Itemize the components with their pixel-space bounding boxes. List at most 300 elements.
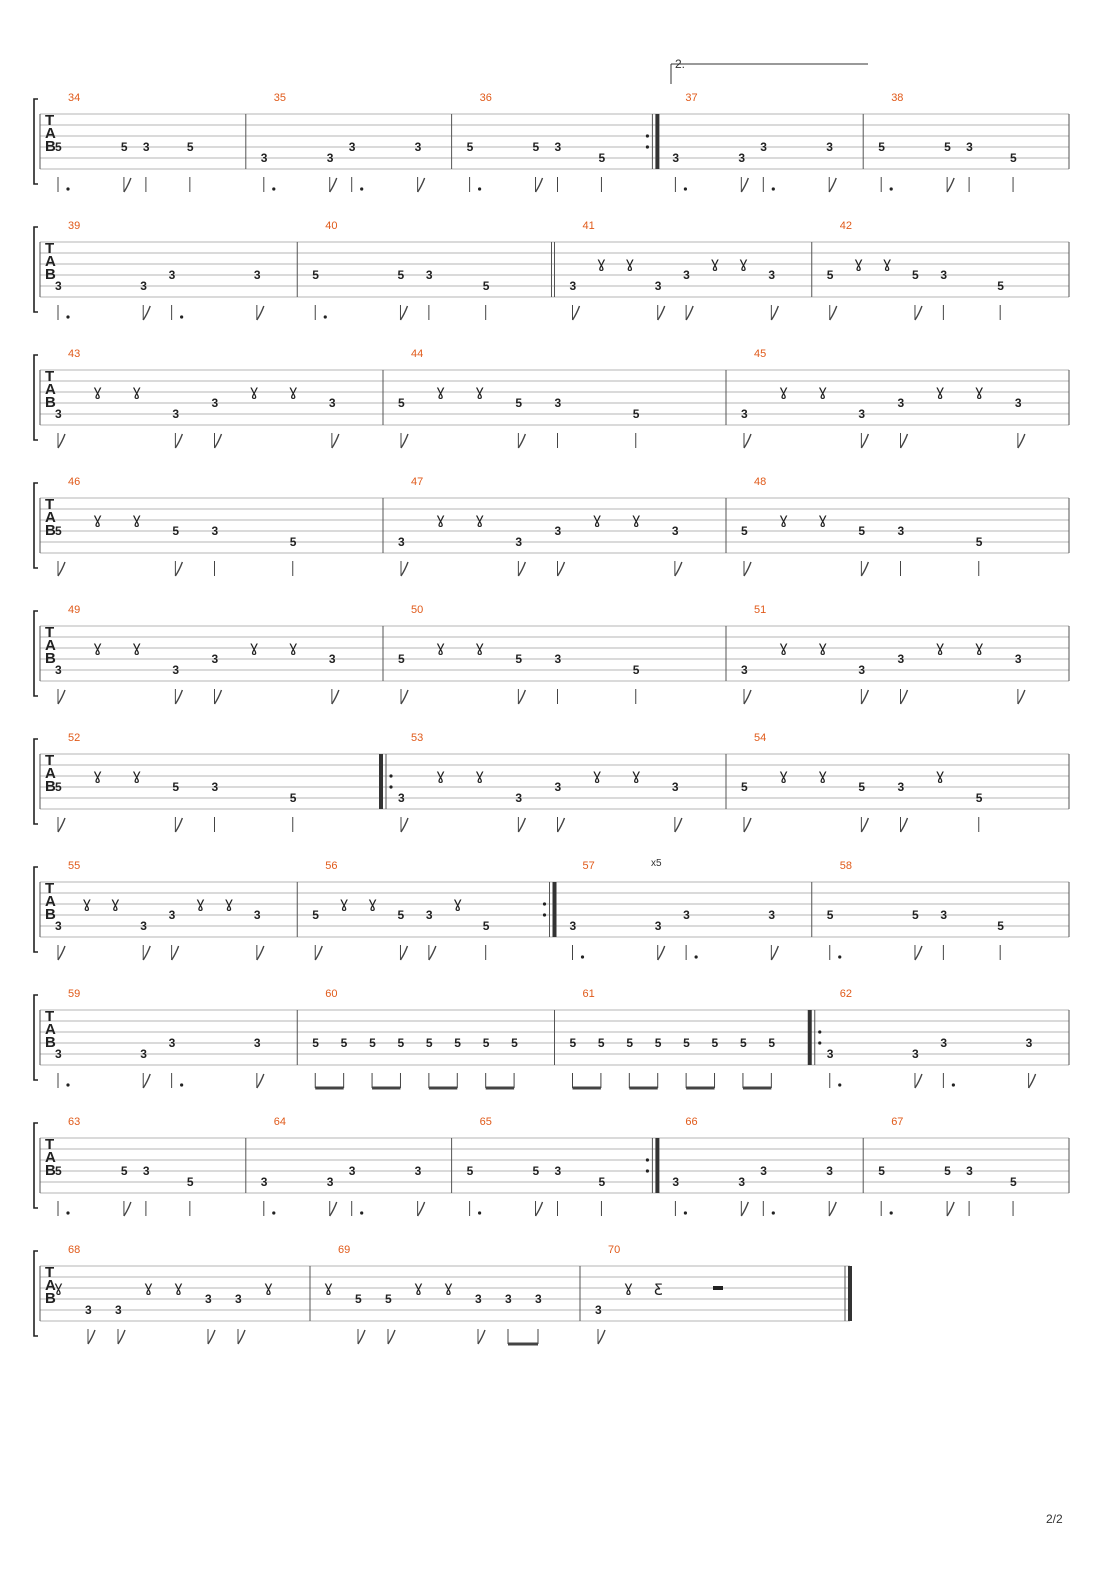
fret-number: 3 xyxy=(672,151,680,165)
fret-number: 3 xyxy=(398,791,405,805)
eighth-flag xyxy=(658,946,665,960)
eighth-flag xyxy=(388,1330,395,1344)
measure-number: 56 xyxy=(325,860,338,872)
eighth-flag xyxy=(518,562,525,576)
measure-number: 53 xyxy=(411,732,424,744)
eighth-flag xyxy=(771,946,778,960)
dot xyxy=(478,187,481,190)
eighth-rest: ɣ xyxy=(882,254,892,272)
fret-number: 5 xyxy=(944,1164,951,1178)
eighth-flag xyxy=(332,690,339,704)
eighth-flag xyxy=(175,818,182,832)
eighth-flag xyxy=(598,1330,605,1344)
system-bracket xyxy=(34,739,38,824)
eighth-flag xyxy=(861,690,868,704)
dot xyxy=(66,1211,69,1214)
eighth-flag xyxy=(143,946,150,960)
eighth-flag xyxy=(518,690,525,704)
repeat-count-label: x5 xyxy=(651,858,662,869)
measure-number: 40 xyxy=(325,220,338,232)
fret-number: 3 xyxy=(211,652,219,666)
eighth-rest: ɣ xyxy=(444,1278,453,1296)
fret-number: 3 xyxy=(260,1175,268,1189)
measure-number: 59 xyxy=(68,988,81,1000)
volta-label: 2. xyxy=(675,57,686,71)
eighth-rest: ɣ xyxy=(132,510,142,528)
staff-system xyxy=(34,604,1069,704)
eighth-flag xyxy=(143,1074,150,1088)
fret-number: 5 xyxy=(878,1164,885,1178)
eighth-rest: ɣ xyxy=(288,382,298,400)
fret-number: 3 xyxy=(897,396,905,410)
fret-number: 3 xyxy=(654,919,662,933)
fret-number: 5 xyxy=(466,140,474,154)
fret-number: 3 xyxy=(966,140,973,154)
eighth-rest: ɣ xyxy=(453,894,463,912)
dot xyxy=(890,1211,893,1214)
fret-number: 3 xyxy=(654,279,662,293)
fret-number: 5 xyxy=(598,151,606,165)
eighth-flag xyxy=(172,946,179,960)
eighth-flag xyxy=(429,946,436,960)
eighth-flag xyxy=(675,562,682,576)
eighth-rest: ɣ xyxy=(818,510,828,528)
fret-number: 3 xyxy=(1014,652,1022,666)
eighth-rest: ɣ xyxy=(779,382,789,400)
tab-clef-letter: T xyxy=(45,1264,55,1281)
eighth-flag xyxy=(915,946,922,960)
fret-number: 3 xyxy=(326,1175,334,1189)
fret-number: 3 xyxy=(966,1164,973,1178)
eighth-rest: ɣ xyxy=(779,510,789,528)
fret-number: 3 xyxy=(569,919,577,933)
repeat-dot xyxy=(646,145,649,148)
fret-number: 5 xyxy=(515,396,523,410)
fret-number: 5 xyxy=(569,1036,577,1050)
fret-number: 3 xyxy=(414,140,422,154)
eighth-rest: ɣ xyxy=(818,766,828,784)
fret-number: 5 xyxy=(289,535,297,549)
fret-number: 3 xyxy=(897,524,905,538)
fret-number: 5 xyxy=(826,268,834,282)
eighth-rest: ɣ xyxy=(436,382,446,400)
tab-clef-letter: B xyxy=(45,1290,56,1307)
fret-number: 3 xyxy=(535,1292,542,1306)
eighth-flag xyxy=(744,690,751,704)
eighth-rest: ɣ xyxy=(475,638,485,656)
fret-number: 5 xyxy=(597,1036,605,1050)
eighth-flag xyxy=(401,434,408,448)
fret-number: 5 xyxy=(55,780,62,794)
measure-number: 65 xyxy=(479,1116,492,1128)
eighth-flag xyxy=(58,434,65,448)
fret-number: 3 xyxy=(826,1164,833,1178)
eighth-flag xyxy=(175,690,182,704)
fret-number: 5 xyxy=(741,780,748,794)
fret-number: 5 xyxy=(55,1164,62,1178)
fret-number: 5 xyxy=(425,1036,433,1050)
eighth-rest: ɣ xyxy=(475,382,485,400)
fret-number: 3 xyxy=(554,396,562,410)
tab-clef-letter: A xyxy=(45,509,56,526)
fret-number: 3 xyxy=(826,140,833,154)
measure-number: 36 xyxy=(479,92,492,104)
fret-number: 3 xyxy=(768,908,776,922)
fret-number: 5 xyxy=(632,407,640,421)
tab-clef-letter: A xyxy=(45,1021,56,1038)
eighth-rest: ɣ xyxy=(710,254,720,272)
fret-number: 3 xyxy=(911,1047,919,1061)
eighth-rest: ɣ xyxy=(132,638,142,656)
repeat-dot xyxy=(646,1169,649,1172)
eighth-rest: ɣ xyxy=(82,894,92,912)
eighth-flag xyxy=(215,434,222,448)
eighth-flag xyxy=(558,562,565,576)
dot xyxy=(66,315,69,318)
fret-number: 5 xyxy=(355,1292,362,1306)
fret-number: 3 xyxy=(683,268,690,282)
fret-number: 5 xyxy=(482,1036,490,1050)
repeat-dot xyxy=(646,1158,649,1161)
dot xyxy=(772,187,775,190)
staff-system xyxy=(34,476,1069,576)
eighth-flag xyxy=(901,434,908,448)
eighth-rest: ɣ xyxy=(974,382,984,400)
eighth-flag xyxy=(744,434,751,448)
fret-number: 3 xyxy=(940,1036,948,1050)
eighth-flag xyxy=(518,434,525,448)
fret-number: 5 xyxy=(172,524,180,538)
eighth-flag xyxy=(901,818,908,832)
fret-number: 3 xyxy=(858,407,866,421)
system-bracket xyxy=(34,1251,38,1336)
eighth-flag xyxy=(315,946,322,960)
tab-clef-letter: T xyxy=(45,1008,55,1025)
measure-number: 50 xyxy=(411,604,424,616)
fret-number: 5 xyxy=(826,908,834,922)
fret-number: 3 xyxy=(515,535,523,549)
eighth-rest: ɣ xyxy=(93,382,103,400)
fret-number: 3 xyxy=(115,1303,122,1317)
dot xyxy=(838,1083,841,1086)
eighth-flag xyxy=(861,562,868,576)
fret-number: 3 xyxy=(425,268,433,282)
fret-number: 5 xyxy=(466,1164,474,1178)
tab-clef-letter: B xyxy=(45,906,56,923)
eighth-rest: ɣ xyxy=(974,638,984,656)
fret-number: 3 xyxy=(515,791,523,805)
eighth-flag xyxy=(947,1202,954,1216)
fret-number: 5 xyxy=(172,780,180,794)
eighth-flag xyxy=(400,946,407,960)
fret-number: 5 xyxy=(911,268,919,282)
tab-clef-letter: B xyxy=(45,1034,56,1051)
dot xyxy=(272,1211,275,1214)
eighth-rest: ɣ xyxy=(935,766,945,784)
fret-number: 3 xyxy=(425,908,433,922)
eighth-rest: ɣ xyxy=(475,766,485,784)
tab-clef-letter: T xyxy=(45,752,55,769)
fret-number: 5 xyxy=(312,908,319,922)
dot xyxy=(478,1211,481,1214)
staff-system xyxy=(34,1244,850,1344)
tab-clef-letter: B xyxy=(45,266,56,283)
fret-number: 5 xyxy=(397,268,405,282)
fret-number: 3 xyxy=(168,908,176,922)
volta-bracket xyxy=(671,57,868,84)
repeat-dot xyxy=(646,134,649,137)
fret-number: 5 xyxy=(120,140,128,154)
fret-number: 5 xyxy=(598,1175,606,1189)
eighth-rest: ɣ xyxy=(596,254,606,272)
fret-number: 3 xyxy=(768,268,776,282)
measure-number: 45 xyxy=(754,348,767,360)
system-bracket xyxy=(34,611,38,696)
dot xyxy=(360,1211,363,1214)
eighth-flag xyxy=(915,1074,922,1088)
fret-number: 3 xyxy=(55,279,62,293)
eighth-rest: ɣ xyxy=(339,894,349,912)
eighth-flag xyxy=(143,306,150,320)
fret-number: 3 xyxy=(140,279,147,293)
eighth-flag xyxy=(536,178,543,192)
eighth-flag xyxy=(829,1202,836,1216)
fret-number: 3 xyxy=(140,919,147,933)
dot xyxy=(890,187,893,190)
eighth-flag xyxy=(744,818,751,832)
eighth-rest: ɣ xyxy=(818,638,828,656)
fret-number: 3 xyxy=(55,919,62,933)
staff-system xyxy=(34,92,1069,192)
fret-number: 3 xyxy=(211,524,219,538)
staff-system xyxy=(34,220,1069,320)
staff-system xyxy=(34,988,1069,1088)
eighth-flag xyxy=(947,178,954,192)
fret-number: 3 xyxy=(253,268,261,282)
tab-clef-letter: A xyxy=(45,637,56,654)
tab-clef-letter: A xyxy=(45,1277,56,1294)
fret-number: 3 xyxy=(826,1047,834,1061)
eighth-rest: ɣ xyxy=(132,766,142,784)
measure-number: 37 xyxy=(685,92,698,104)
fret-number: 3 xyxy=(414,1164,422,1178)
measure-number: 46 xyxy=(68,476,81,488)
eighth-flag xyxy=(58,946,65,960)
fret-number: 3 xyxy=(142,1164,150,1178)
fret-number: 3 xyxy=(683,908,690,922)
tab-clef-letter: A xyxy=(45,253,56,270)
eighth-rest: ɣ xyxy=(779,766,789,784)
eighth-flag xyxy=(58,690,65,704)
fret-number: 3 xyxy=(554,652,562,666)
fret-number: 3 xyxy=(168,1036,176,1050)
tab-clef-letter: T xyxy=(45,240,55,257)
eighth-flag xyxy=(861,818,868,832)
fret-number: 3 xyxy=(142,140,150,154)
system-bracket xyxy=(34,867,38,952)
eighth-rest: ɣ xyxy=(475,510,485,528)
eighth-flag xyxy=(175,434,182,448)
fret-number: 5 xyxy=(944,140,951,154)
repeat-dot xyxy=(818,1030,821,1033)
tab-clef-letter: T xyxy=(45,624,55,641)
eighth-flag xyxy=(1018,434,1025,448)
eighth-rest: ɣ xyxy=(288,638,298,656)
eighth-flag xyxy=(536,1202,543,1216)
eighth-flag xyxy=(1018,690,1025,704)
fret-number: 3 xyxy=(554,524,562,538)
fret-number: 3 xyxy=(897,780,905,794)
eighth-flag xyxy=(332,434,339,448)
quarter-rest: ƹ xyxy=(654,1278,663,1296)
eighth-flag xyxy=(175,562,182,576)
measure-number: 61 xyxy=(582,988,595,1000)
fret-number: 3 xyxy=(940,268,948,282)
measure-number: 47 xyxy=(411,476,424,488)
tab-clef-letter: B xyxy=(45,394,56,411)
dot xyxy=(581,955,584,958)
measure-number: 57 xyxy=(582,860,595,872)
eighth-flag xyxy=(257,1074,264,1088)
measure-number: 52 xyxy=(68,732,81,744)
eighth-flag xyxy=(686,306,693,320)
repeat-dot xyxy=(389,785,392,788)
eighth-rest: ɣ xyxy=(625,254,635,272)
fret-number: 3 xyxy=(328,396,336,410)
measure-number: 42 xyxy=(839,220,852,232)
dot xyxy=(66,1083,69,1086)
fret-number: 5 xyxy=(741,524,748,538)
eighth-rest: ɣ xyxy=(174,1278,183,1296)
tab-clef-letter: A xyxy=(45,765,56,782)
tab-clef-letter: A xyxy=(45,381,56,398)
dot xyxy=(684,187,687,190)
fret-number: 5 xyxy=(397,908,405,922)
fret-number: 5 xyxy=(739,1036,747,1050)
fret-number: 3 xyxy=(741,663,748,677)
system-bracket xyxy=(34,483,38,568)
eighth-flag xyxy=(518,818,525,832)
measure-number: 55 xyxy=(68,860,81,872)
eighth-flag xyxy=(675,818,682,832)
measure-number: 34 xyxy=(68,92,81,104)
eighth-flag xyxy=(257,946,264,960)
measure-number: 35 xyxy=(273,92,287,104)
eighth-flag xyxy=(741,1202,748,1216)
measure-number: 43 xyxy=(68,348,81,360)
eighth-rest: ɣ xyxy=(738,254,748,272)
eighth-rest: ɣ xyxy=(132,382,142,400)
fret-number: 5 xyxy=(878,140,885,154)
measure-number: 48 xyxy=(754,476,767,488)
eighth-flag xyxy=(658,306,665,320)
tab-clef-letter: A xyxy=(45,893,56,910)
eighth-rest: ɣ xyxy=(935,638,945,656)
fret-number: 5 xyxy=(385,1292,392,1306)
eighth-flag xyxy=(915,306,922,320)
fret-number: 5 xyxy=(1010,1175,1017,1189)
eighth-flag xyxy=(358,1330,365,1344)
eighth-flag xyxy=(861,434,868,448)
staff-system xyxy=(34,732,1069,832)
system-bracket xyxy=(34,995,38,1080)
fret-number: 5 xyxy=(532,1164,540,1178)
eighth-flag xyxy=(1029,1074,1036,1088)
fret-number: 3 xyxy=(738,1175,746,1189)
tab-clef-letter: B xyxy=(45,522,56,539)
fret-number: 5 xyxy=(975,535,983,549)
eighth-flag xyxy=(330,178,337,192)
eighth-rest: ɣ xyxy=(935,382,945,400)
eighth-rest: ɣ xyxy=(368,894,377,912)
eighth-flag xyxy=(771,306,778,320)
eighth-flag xyxy=(88,1330,95,1344)
measure-number: 58 xyxy=(839,860,852,872)
eighth-flag xyxy=(208,1330,215,1344)
tab-clef-letter: T xyxy=(45,880,55,897)
eighth-flag xyxy=(418,1202,425,1216)
eighth-flag xyxy=(400,306,407,320)
measure-number: 67 xyxy=(891,1116,904,1128)
fret-number: 3 xyxy=(348,1164,356,1178)
dot xyxy=(684,1211,687,1214)
tab-clef-letter: T xyxy=(45,112,55,129)
fret-number: 3 xyxy=(554,140,562,154)
tab-clef-letter: B xyxy=(45,778,56,795)
eighth-flag xyxy=(401,818,408,832)
eighth-rest: ɣ xyxy=(144,1278,153,1296)
fret-number: 3 xyxy=(738,151,746,165)
eighth-rest: ɣ xyxy=(54,1278,63,1296)
measure-number: 38 xyxy=(891,92,904,104)
measure-number: 41 xyxy=(582,220,595,232)
staff-system xyxy=(34,860,1069,960)
eighth-flag xyxy=(558,818,565,832)
tab-clef-letter: T xyxy=(45,496,55,513)
fret-number: 5 xyxy=(454,1036,461,1050)
eighth-flag xyxy=(901,690,908,704)
eighth-flag xyxy=(830,306,837,320)
fret-number: 3 xyxy=(505,1292,512,1306)
fret-number: 3 xyxy=(172,663,180,677)
fret-number: 3 xyxy=(211,780,219,794)
fret-number: 5 xyxy=(398,652,405,666)
fret-number: 3 xyxy=(760,1164,767,1178)
eighth-rest: ɣ xyxy=(224,894,234,912)
dot xyxy=(180,1083,183,1086)
eighth-rest: ɣ xyxy=(110,894,120,912)
measure-number: 54 xyxy=(754,732,767,744)
repeat-dot xyxy=(543,902,546,905)
eighth-rest: ɣ xyxy=(249,382,259,400)
eighth-flag xyxy=(58,818,65,832)
eighth-flag xyxy=(829,178,836,192)
fret-number: 5 xyxy=(482,919,490,933)
fret-number: 5 xyxy=(398,396,405,410)
eighth-flag xyxy=(215,690,222,704)
fret-number: 5 xyxy=(186,1175,194,1189)
dot xyxy=(772,1211,775,1214)
repeat-dot xyxy=(389,774,392,777)
dot xyxy=(324,315,327,318)
fret-number: 3 xyxy=(326,151,334,165)
fret-number: 5 xyxy=(511,1036,518,1050)
measure-number: 39 xyxy=(68,220,81,232)
fret-number: 5 xyxy=(120,1164,128,1178)
eighth-rest: ɣ xyxy=(779,638,789,656)
fret-number: 3 xyxy=(172,407,180,421)
tab-clef-letter: B xyxy=(45,650,56,667)
